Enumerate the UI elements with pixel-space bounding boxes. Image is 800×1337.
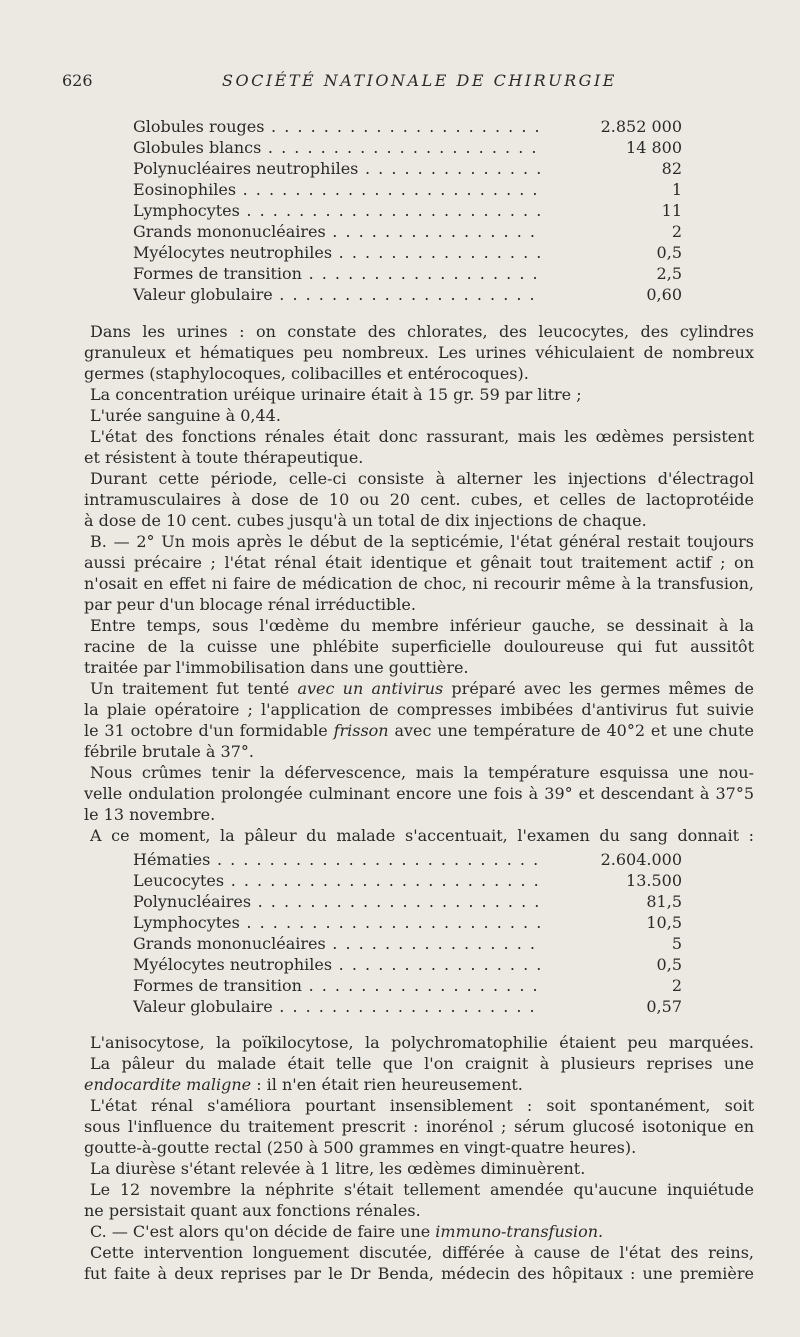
text-line: par peur d'un blocage rénal irréductible. bbox=[84, 595, 416, 614]
row-label: Myélocytes neutrophiles . . . bbox=[133, 955, 543, 974]
row-value: 0,5 bbox=[656, 955, 682, 974]
text-line bbox=[90, 1221, 754, 1242]
text-line: intramusculaires à dose de 10 ou 20 cent. cubes, et celles de lactoprotéide bbox=[84, 490, 754, 509]
text-line: le 13 novembre. bbox=[84, 805, 216, 824]
row-value: 1 bbox=[671, 180, 682, 199]
text-run: Un traitement fut tenté bbox=[90, 679, 298, 698]
row-label: Globules rouges . . . bbox=[133, 117, 543, 136]
row-label: Formes de transition . . . bbox=[133, 264, 543, 283]
table-row bbox=[0, 997, 800, 1019]
row-value: 0,5 bbox=[656, 243, 682, 262]
row-label: Grands mononucléaires . . . bbox=[133, 222, 543, 241]
text-line: B. — 2° Un mois après le début de la septicémie, l'état général restait toujours bbox=[90, 532, 754, 551]
row-value: 5 bbox=[671, 934, 682, 953]
text-line: La concentration uréique urinaire était à 15 gr. 59 par litre ; bbox=[90, 385, 582, 404]
row-label: Globules blancs . . . bbox=[133, 138, 543, 157]
table-row bbox=[0, 159, 800, 181]
row-value: 11 bbox=[661, 201, 682, 220]
table-row bbox=[0, 138, 800, 160]
row-value: 2 bbox=[671, 222, 682, 241]
text-line bbox=[84, 720, 754, 741]
text-line: L'urée sanguine à 0,44. bbox=[90, 406, 281, 425]
text-line: Entre temps, sous l'œdème du membre inférieur gauche, se dessinait à la bbox=[90, 616, 754, 635]
table-row bbox=[0, 180, 800, 202]
table-row bbox=[0, 264, 800, 286]
text-run: le 31 octobre d'un formidable bbox=[84, 721, 334, 740]
table-row bbox=[0, 243, 800, 265]
text-line bbox=[90, 678, 754, 699]
row-label: Valeur globulaire . . . bbox=[133, 285, 543, 304]
row-value: 0,57 bbox=[646, 997, 682, 1016]
text-line: Cette intervention longuement discutée, différée à cause de l'état des reins, bbox=[90, 1243, 754, 1262]
text-line: L'anisocytose, la poïkilocytose, la polychromatophilie étaient peu marquées. bbox=[90, 1033, 754, 1052]
text-line: goutte-à-goutte rectal (250 à 500 grammes en vingt-quatre heures). bbox=[84, 1138, 637, 1157]
text-run: avec une température de 40°2 et une chute bbox=[388, 721, 754, 740]
row-value: 14 800 bbox=[626, 138, 682, 157]
text-line: aussi précaire ; l'état rénal était identique et gênait tout traitement actif ; on bbox=[84, 553, 754, 572]
table-row bbox=[0, 222, 800, 244]
row-label: Hématies . . . bbox=[133, 850, 543, 869]
row-label: Leucocytes . . . bbox=[133, 871, 543, 890]
text-line: et résistent à toute thérapeutique. bbox=[84, 448, 364, 467]
text-line: L'état rénal s'améliora pourtant insensiblement : soit spontanément, soit bbox=[90, 1096, 754, 1115]
row-label: Formes de transition . . . bbox=[133, 976, 543, 995]
row-label: Polynucléaires neutrophiles . . . bbox=[133, 159, 543, 178]
text-line: La pâleur du malade était telle que l'on craignit à plusieurs reprises une bbox=[90, 1054, 754, 1073]
page-header bbox=[62, 71, 762, 93]
text-line: fébrile brutale à 37°. bbox=[84, 742, 254, 761]
text-line: n'osait en effet ni faire de médication de choc, ni recourir même à la transfusion, bbox=[84, 574, 754, 593]
row-value: 2,5 bbox=[656, 264, 682, 283]
text-line: la plaie opératoire ; l'application de compresses imbibées d'antivirus fut suivie bbox=[84, 700, 754, 719]
text-line: à dose de 10 cent. cubes jusqu'à un total de dix injections de chaque. bbox=[84, 511, 647, 530]
text-line: racine de la cuisse une phlébite superficielle douloureuse qui fut aussitôt bbox=[84, 637, 754, 656]
text-line: fut faite à deux reprises par le Dr Benda, médecin des hôpitaux : une première bbox=[84, 1264, 754, 1283]
table-row bbox=[0, 913, 800, 935]
row-label: Grands mononucléaires . . . bbox=[133, 934, 543, 953]
row-value: 82 bbox=[661, 159, 682, 178]
text-line: sous l'influence du traitement prescrit : inorénol ; sérum glucosé isotonique en bbox=[84, 1117, 754, 1136]
row-value: 2 bbox=[671, 976, 682, 995]
running-title: SOCIÉTÉ NATIONALE DE CHIRURGIE bbox=[222, 71, 617, 90]
text-line: granuleux et hématiques peu nombreux. Les urines véhiculaient de nombreux bbox=[84, 343, 754, 362]
text-line: ne persistait quant aux fonctions rénales. bbox=[84, 1201, 421, 1220]
text-run-italic: avec un antivirus bbox=[297, 679, 444, 698]
row-label: Eosinophiles . . . bbox=[133, 180, 543, 199]
table-row bbox=[0, 934, 800, 956]
text-line: A ce moment, la pâleur du malade s'accentuait, l'examen du sang donnait : bbox=[90, 826, 754, 845]
row-value: 10,5 bbox=[646, 913, 682, 932]
text-run: C. — C'est alors qu'on décide de faire une bbox=[90, 1222, 436, 1241]
text-line: La diurèse s'étant relevée à 1 litre, les œdèmes diminuèrent. bbox=[90, 1159, 586, 1178]
row-label: Lymphocytes . . . bbox=[133, 201, 543, 220]
row-value: 81,5 bbox=[646, 892, 682, 911]
row-value: 2.604.000 bbox=[600, 850, 682, 869]
table-row bbox=[0, 871, 800, 893]
row-label: Myélocytes neutrophiles . . . bbox=[133, 243, 543, 262]
table-row bbox=[0, 955, 800, 977]
text-run-italic: frisson bbox=[333, 721, 389, 740]
table-row bbox=[0, 850, 800, 872]
text-line: traitée par l'immobilisation dans une gouttière. bbox=[84, 658, 469, 677]
text-line: Nous crûmes tenir la défervescence, mais la température esquissa une nou- bbox=[90, 763, 754, 782]
text-line: Durant cette période, celle-ci consiste à alterner les injections d'électragol bbox=[90, 469, 754, 488]
row-value: 2.852 000 bbox=[600, 117, 682, 136]
row-value: 13.500 bbox=[626, 871, 682, 890]
text-run: préparé avec les germes mêmes de bbox=[443, 679, 754, 698]
row-label: Valeur globulaire . . . bbox=[133, 997, 543, 1016]
text-line bbox=[84, 1074, 754, 1095]
page-number: 626 bbox=[62, 71, 93, 90]
table-row bbox=[0, 892, 800, 914]
text-line: germes (staphylocoques, colibacilles et entérocoques). bbox=[84, 364, 529, 383]
row-value: 0,60 bbox=[646, 285, 682, 304]
text-line: Dans les urines : on constate des chlorates, des leucocytes, des cylindres bbox=[90, 322, 754, 341]
text-run-italic: immuno-transfusion. bbox=[435, 1222, 604, 1241]
table-row bbox=[0, 117, 800, 139]
table-row bbox=[0, 976, 800, 998]
row-label: Lymphocytes . . . bbox=[133, 913, 543, 932]
text-line: velle ondulation prolongée culminant encore une fois à 39° et descendant à 37°5 bbox=[84, 784, 754, 803]
table-row bbox=[0, 201, 800, 223]
text-run: : il n'en était rien heureusement. bbox=[251, 1075, 523, 1094]
text-line: Le 12 novembre la néphrite s'était tellement amendée qu'aucune inquiétude bbox=[90, 1180, 754, 1199]
row-label: Polynucléaires . . . bbox=[133, 892, 543, 911]
text-run-italic: endocardite maligne bbox=[84, 1075, 252, 1094]
text-line: L'état des fonctions rénales était donc rassurant, mais les œdèmes persistent bbox=[90, 427, 754, 446]
table-row bbox=[0, 285, 800, 307]
